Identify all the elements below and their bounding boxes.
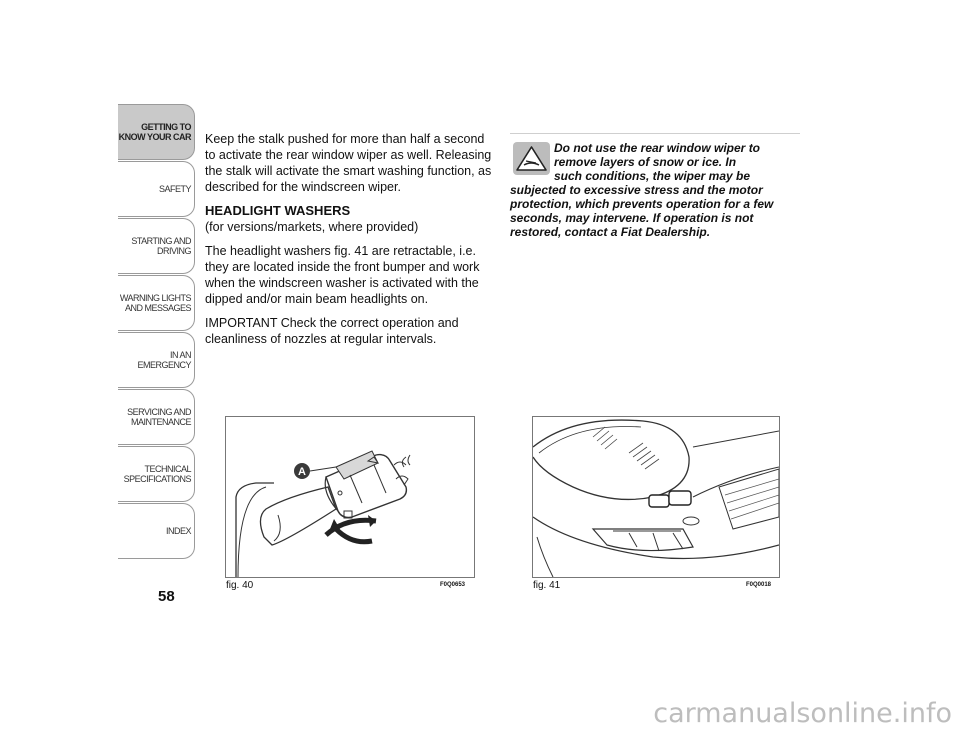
tab-index[interactable] — [118, 503, 195, 559]
section-heading: HEADLIGHT WASHERS — [205, 203, 351, 218]
tab-technical-specifications[interactable] — [118, 446, 195, 502]
tab-servicing-and-maintenance[interactable] — [118, 389, 195, 445]
tab-safety[interactable] — [118, 161, 195, 217]
watermark-text: carmanualsonline.info — [653, 698, 952, 729]
tab-getting-to-know-your-car[interactable] — [118, 104, 195, 160]
figure-40 — [225, 416, 475, 578]
tab-label: INDEX — [165, 526, 191, 536]
paragraph: Keep the stalk pushed for more than half a second to activate the rear window wiper as well. Releasing the stalk will activate the smart washing function, as described for the windscreen wiper. — [205, 132, 492, 194]
tab-label: IN AN EMERGENCY — [137, 350, 191, 370]
figure-caption: fig. 41 — [533, 580, 561, 591]
tab-label: SAFETY — [158, 184, 191, 194]
paragraph: The headlight washers fig. 41 are retractable, i.e. they are located inside the front bumper and work when the windscreen washer is activated with the dipped and/or main beam headlights on. — [205, 244, 480, 306]
chapter-tabs — [118, 104, 195, 560]
tab-label: STARTING AND DRIVING — [131, 236, 191, 256]
warning-line: remove layers of snow or ice. In — [554, 155, 737, 169]
section-subheading: (for versions/markets, where provided) — [205, 220, 419, 234]
tab-label: GETTING TO KNOW YOUR CAR — [118, 122, 191, 142]
watermark — [0, 698, 960, 729]
left-column — [205, 131, 493, 355]
tab-in-an-emergency[interactable] — [118, 332, 195, 388]
page-number: 58 — [158, 588, 175, 605]
warning-line: such conditions, the wiper may be — [554, 169, 751, 183]
paragraph: IMPORTANT Check the correct operation and cleanliness of nozzles at regular intervals. — [205, 316, 459, 346]
warning-line: Do not use the rear window wiper to — [554, 141, 761, 155]
warning-line: subjected to excessive stress and the motor protection, which prevents operation for a few seconds, may intervene. If operation is not restored, contact a Fiat Dealership. — [510, 183, 774, 239]
warning-divider — [510, 133, 800, 134]
headlight-washer-illustration — [533, 417, 779, 577]
tab-label: WARNING LIGHTS AND MESSAGES — [119, 293, 191, 313]
figure-code: F0Q0018 — [746, 582, 772, 588]
wiper-stalk-illustration — [226, 417, 474, 577]
figure-41 — [532, 416, 780, 578]
tab-label: SERVICING AND MAINTENANCE — [127, 407, 191, 427]
figure-caption: fig. 40 — [226, 580, 254, 591]
figure-code: F0Q0653 — [440, 582, 466, 588]
warning-text — [510, 141, 800, 239]
tab-warning-lights[interactable] — [118, 275, 195, 331]
tab-label: TECHNICAL SPECIFICATIONS — [123, 464, 191, 484]
callout-a-label: A — [298, 466, 306, 478]
tab-starting-and-driving[interactable] — [118, 218, 195, 274]
